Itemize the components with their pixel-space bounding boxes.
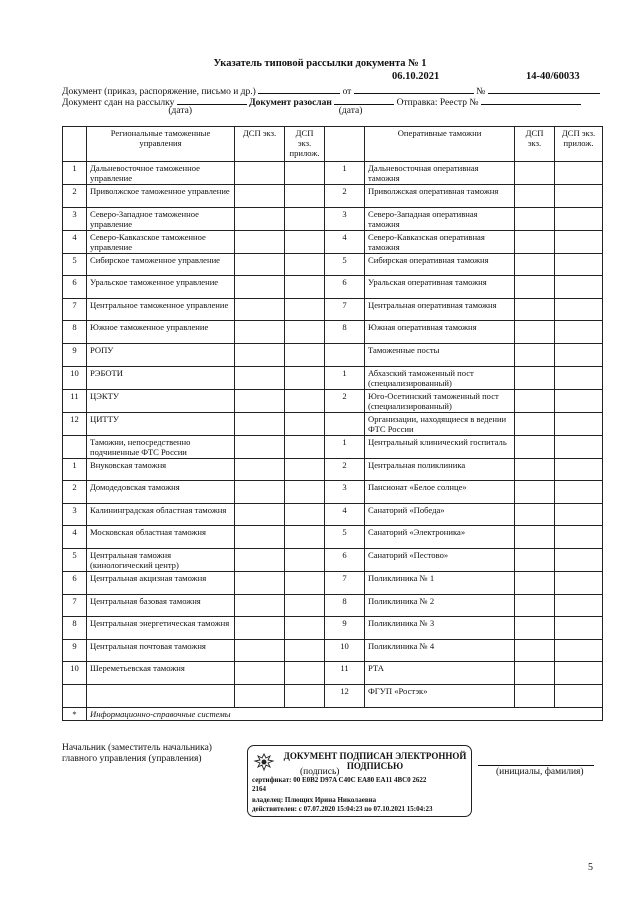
operational-name: Уральская оперативная таможня: [365, 276, 515, 299]
dsp-copies: [515, 185, 555, 208]
stamp-cert: сертификат: 00 E0B2 D97A C40C EA80 EA11 4BC0 2622: [252, 776, 427, 784]
dsp-copies: [515, 162, 555, 185]
row-number: 8: [325, 321, 365, 344]
col-header: ДСП экз. прилож.: [555, 127, 603, 162]
dsp-copies: [235, 230, 285, 253]
row-number: 10: [325, 639, 365, 662]
row-number: 8: [325, 594, 365, 617]
row-number: 2: [63, 481, 87, 504]
dsp-copies: [515, 435, 555, 458]
row-number: 4: [325, 503, 365, 526]
regional-name: Центральная акцизная таможня: [87, 571, 235, 594]
table-row: [63, 594, 603, 617]
dsp-copies: [235, 253, 285, 276]
dsp-copies: [515, 503, 555, 526]
blank-line: [334, 95, 394, 105]
regional-name: Центральная почтовая таможня: [87, 639, 235, 662]
dsp-copies: [515, 571, 555, 594]
regional-name: Северо-Кавказское таможенное управление: [87, 230, 235, 253]
dsp-attachments: [285, 162, 325, 185]
dsp-attachments: [555, 321, 603, 344]
row-number: 3: [63, 503, 87, 526]
operational-name: Поликлиника № 2: [365, 594, 515, 617]
table-row: [63, 617, 603, 640]
dsp-attachments: [285, 435, 325, 458]
operational-name: ФГУП «Ростэк»: [365, 684, 515, 707]
dsp-copies: [515, 617, 555, 640]
dsp-copies: [235, 571, 285, 594]
dsp-copies: [235, 617, 285, 640]
operational-name: Южная оперативная таможня: [365, 321, 515, 344]
row-number: 4: [63, 230, 87, 253]
dsp-copies: [235, 526, 285, 549]
dsp-attachments: [285, 617, 325, 640]
row-number: 3: [325, 481, 365, 504]
blank-line: [481, 95, 581, 105]
stamp-cert-2: 2164: [252, 785, 266, 793]
operational-name: Пансионат «Белое солнце»: [365, 481, 515, 504]
row-number: 2: [325, 185, 365, 208]
dsp-copies: [235, 366, 285, 389]
regional-name: Южное таможенное управление: [87, 321, 235, 344]
table-row: [63, 230, 603, 253]
dsp-copies: [515, 526, 555, 549]
operational-name: Таможенные посты: [365, 343, 515, 366]
table-row: [63, 684, 603, 707]
row-number: 6: [325, 548, 365, 571]
dsp-attachments: [285, 253, 325, 276]
regional-name: Домодедовская таможня: [87, 481, 235, 504]
table-row: [63, 207, 603, 230]
table-row: [63, 639, 603, 662]
dsp-copies: [235, 435, 285, 458]
table-row: [63, 343, 603, 366]
table-row: [63, 366, 603, 389]
dsp-attachments: [555, 458, 603, 481]
footnote-mark: *: [63, 707, 87, 720]
dsp-copies: [515, 207, 555, 230]
row-number: 5: [325, 526, 365, 549]
table-row: [63, 571, 603, 594]
dsp-attachments: [285, 481, 325, 504]
dsp-attachments: [285, 526, 325, 549]
regional-name: Уральское таможенное управление: [87, 276, 235, 299]
regional-name: РЭБОТИ: [87, 366, 235, 389]
document-number: 14-40/60033: [526, 71, 580, 82]
initials-line: [478, 765, 594, 766]
date-caption: (дата): [338, 106, 363, 116]
dsp-copies: [515, 639, 555, 662]
col-header: Оперативные таможни: [365, 127, 515, 162]
dsp-copies: [235, 298, 285, 321]
dsp-copies: [515, 366, 555, 389]
document-title: Указатель типовой рассылки документа № 1: [213, 58, 427, 69]
row-number: 2: [325, 458, 365, 481]
col-header: Региональные таможенные управления: [87, 127, 235, 162]
page-number: 5: [588, 862, 593, 873]
row-number: 7: [325, 298, 365, 321]
dsp-attachments: [555, 230, 603, 253]
row-number: [325, 412, 365, 435]
dsp-attachments: [555, 594, 603, 617]
table-row: [63, 526, 603, 549]
row-number: 12: [325, 684, 365, 707]
blank-line: [488, 84, 600, 94]
chief-label: Начальник (заместитель начальника) главного управления (управления): [62, 743, 212, 764]
dsp-attachments: [555, 571, 603, 594]
regional-name: Таможни, непосредственно подчиненные ФТС России: [87, 435, 235, 458]
regional-name: Центральная энергетическая таможня: [87, 617, 235, 640]
dsp-attachments: [285, 366, 325, 389]
dsp-copies: [235, 548, 285, 571]
operational-name: РТА: [365, 662, 515, 685]
row-number: 1: [63, 162, 87, 185]
dsp-attachments: [555, 412, 603, 435]
row-number: 12: [63, 412, 87, 435]
table-row: [63, 435, 603, 458]
row-number: 7: [63, 298, 87, 321]
operational-name: Абхазский таможенный пост (специализированный): [365, 366, 515, 389]
initials-caption: (инициалы, фамилия): [496, 767, 584, 777]
dsp-attachments: [555, 207, 603, 230]
dsp-copies: [235, 185, 285, 208]
blank-line: [177, 95, 247, 105]
dsp-copies: [235, 684, 285, 707]
dsp-attachments: [285, 298, 325, 321]
table-row: [63, 276, 603, 299]
blank-line: [258, 84, 340, 94]
row-number: 7: [63, 594, 87, 617]
table-row: [63, 548, 603, 571]
regional-name: Центральная таможня (кинологический центр): [87, 548, 235, 571]
table-row: [63, 412, 603, 435]
dsp-attachments: [285, 594, 325, 617]
dsp-copies: [515, 412, 555, 435]
dsp-copies: [515, 321, 555, 344]
dsp-attachments: [285, 185, 325, 208]
table-row: [63, 662, 603, 685]
table-header-row: [63, 127, 603, 162]
dsp-copies: [235, 639, 285, 662]
dsp-attachments: [555, 481, 603, 504]
table-row: [63, 298, 603, 321]
dsp-copies: [515, 662, 555, 685]
dsp-attachments: [285, 412, 325, 435]
dsp-attachments: [555, 389, 603, 412]
regional-name: Центральная базовая таможня: [87, 594, 235, 617]
table-row: [63, 481, 603, 504]
row-number: [63, 684, 87, 707]
col-header: ДСП экз. прилож.: [285, 127, 325, 162]
signature-caption: (подпись): [300, 767, 340, 777]
row-number: 3: [325, 207, 365, 230]
row-number: 6: [63, 571, 87, 594]
operational-name: Поликлиника № 1: [365, 571, 515, 594]
stamp-title: ДОКУМЕНТ ПОДПИСАН ЭЛЕКТРОННОЙ ПОДПИСЬЮ: [283, 751, 467, 771]
regional-name: Дальневосточное таможенное управление: [87, 162, 235, 185]
number-label: №: [476, 87, 486, 97]
regional-name: Московская областная таможня: [87, 526, 235, 549]
sent-label: Документ разослан: [249, 98, 332, 108]
row-number: 11: [325, 662, 365, 685]
operational-name: Северо-Западная оперативная таможня: [365, 207, 515, 230]
operational-name: Центральная оперативная таможня: [365, 298, 515, 321]
table-row: [63, 185, 603, 208]
dsp-attachments: [285, 207, 325, 230]
dsp-copies: [515, 230, 555, 253]
dsp-attachments: [285, 639, 325, 662]
footnote-row: [63, 707, 603, 720]
dsp-attachments: [285, 571, 325, 594]
table-row: [63, 253, 603, 276]
table-row: [63, 389, 603, 412]
row-number: 8: [63, 321, 87, 344]
dsp-attachments: [285, 343, 325, 366]
footnote-text: Информационно-справочные системы: [87, 707, 603, 720]
dsp-copies: [235, 662, 285, 685]
dsp-copies: [235, 458, 285, 481]
dsp-copies: [235, 412, 285, 435]
row-number: 5: [63, 548, 87, 571]
table-row: [63, 503, 603, 526]
dsp-copies: [235, 343, 285, 366]
dsp-attachments: [555, 276, 603, 299]
row-number: 4: [325, 230, 365, 253]
signature-stamp: [247, 745, 472, 817]
dsp-attachments: [555, 343, 603, 366]
dsp-attachments: [555, 526, 603, 549]
operational-name: Северо-Кавказская оперативная таможня: [365, 230, 515, 253]
table-row: [63, 162, 603, 185]
table-row: [63, 458, 603, 481]
dsp-attachments: [555, 617, 603, 640]
row-number: 1: [325, 162, 365, 185]
document-label: Документ (приказ, распоряжение, письмо и др.): [62, 87, 256, 97]
dsp-copies: [235, 481, 285, 504]
document-date: 06.10.2021: [392, 71, 440, 82]
date-caption: (дата): [168, 106, 192, 116]
row-number: 5: [63, 253, 87, 276]
dsp-attachments: [555, 503, 603, 526]
row-number: 10: [63, 366, 87, 389]
col-header: ДСП экз.: [515, 127, 555, 162]
operational-name: Юго-Осетинский таможенный пост (специализированный): [365, 389, 515, 412]
dsp-attachments: [555, 639, 603, 662]
dsp-attachments: [555, 684, 603, 707]
operational-name: Центральная поликлиника: [365, 458, 515, 481]
dsp-copies: [515, 253, 555, 276]
from-label: от: [342, 87, 352, 97]
emblem-icon: [253, 752, 275, 772]
operational-name: Организации, находящиеся в ведении ФТС России: [365, 412, 515, 435]
dsp-copies: [515, 389, 555, 412]
row-number: 2: [63, 185, 87, 208]
dsp-copies: [235, 162, 285, 185]
distribution-table: [62, 126, 603, 721]
row-number: 1: [63, 458, 87, 481]
dsp-copies: [235, 321, 285, 344]
row-number: 9: [63, 639, 87, 662]
row-number: 6: [63, 276, 87, 299]
regional-name: ЦИТТУ: [87, 412, 235, 435]
dsp-copies: [515, 276, 555, 299]
regional-name: Северо-Западное таможенное управление: [87, 207, 235, 230]
dsp-attachments: [555, 253, 603, 276]
row-number: 4: [63, 526, 87, 549]
row-number: 5: [325, 253, 365, 276]
dsp-attachments: [285, 458, 325, 481]
operational-name: Поликлиника № 4: [365, 639, 515, 662]
row-number: 8: [63, 617, 87, 640]
row-number: 2: [325, 389, 365, 412]
dsp-copies: [235, 207, 285, 230]
operational-name: Санаторий «Пестово»: [365, 548, 515, 571]
stamp-owner: владелец: Плющих Ирина Николаевна: [252, 796, 377, 804]
row-number: 1: [325, 435, 365, 458]
row-number: 3: [63, 207, 87, 230]
regional-name: Центральное таможенное управление: [87, 298, 235, 321]
operational-name: Центральный клинический госпиталь: [365, 435, 515, 458]
dsp-copies: [235, 389, 285, 412]
row-number: 1: [325, 366, 365, 389]
row-number: 9: [63, 343, 87, 366]
col-header: ДСП экз.: [235, 127, 285, 162]
operational-name: Сибирская оперативная таможня: [365, 253, 515, 276]
dsp-attachments: [285, 684, 325, 707]
dsp-attachments: [285, 503, 325, 526]
blank-line: [354, 84, 474, 94]
dsp-attachments: [285, 389, 325, 412]
row-number: 6: [325, 276, 365, 299]
dsp-copies: [515, 481, 555, 504]
operational-name: Поликлиника № 3: [365, 617, 515, 640]
dsp-copies: [515, 594, 555, 617]
regional-name: Шереметьевская таможня: [87, 662, 235, 685]
dsp-copies: [235, 276, 285, 299]
dsp-copies: [235, 503, 285, 526]
dsp-attachments: [285, 230, 325, 253]
registry-label: Отправка: Реестр №: [396, 98, 479, 108]
dsp-copies: [515, 458, 555, 481]
row-number: 9: [325, 617, 365, 640]
dsp-attachments: [285, 321, 325, 344]
dsp-attachments: [555, 162, 603, 185]
row-number: 10: [63, 662, 87, 685]
dsp-copies: [515, 548, 555, 571]
row-number: 11: [63, 389, 87, 412]
row-number: [63, 435, 87, 458]
row-number: [325, 343, 365, 366]
dsp-attachments: [555, 185, 603, 208]
operational-name: Санаторий «Победа»: [365, 503, 515, 526]
dsp-attachments: [555, 548, 603, 571]
handed-label: Документ сдан на рассылку: [62, 98, 175, 108]
regional-name: Внуковская таможня: [87, 458, 235, 481]
dsp-copies: [515, 684, 555, 707]
regional-name: Калининградская областная таможня: [87, 503, 235, 526]
dsp-attachments: [285, 276, 325, 299]
stamp-valid: действителен: с 07.07.2020 15:04:23 по 07.10.2021 15:04:23: [252, 805, 433, 813]
dsp-copies: [235, 594, 285, 617]
dsp-attachments: [555, 435, 603, 458]
dsp-attachments: [285, 662, 325, 685]
table-row: [63, 321, 603, 344]
dsp-attachments: [555, 366, 603, 389]
dsp-attachments: [285, 548, 325, 571]
row-number: 7: [325, 571, 365, 594]
regional-name: ЦЭКТУ: [87, 389, 235, 412]
dsp-attachments: [555, 298, 603, 321]
regional-name: РОПУ: [87, 343, 235, 366]
dsp-copies: [515, 298, 555, 321]
operational-name: Дальневосточная оперативная таможня: [365, 162, 515, 185]
dsp-copies: [515, 343, 555, 366]
regional-name: Сибирское таможенное управление: [87, 253, 235, 276]
regional-name: [87, 684, 235, 707]
operational-name: Приволжская оперативная таможня: [365, 185, 515, 208]
date-captions: [62, 106, 362, 116]
regional-name: Приволжское таможенное управление: [87, 185, 235, 208]
dsp-attachments: [555, 662, 603, 685]
operational-name: Санаторий «Электроника»: [365, 526, 515, 549]
